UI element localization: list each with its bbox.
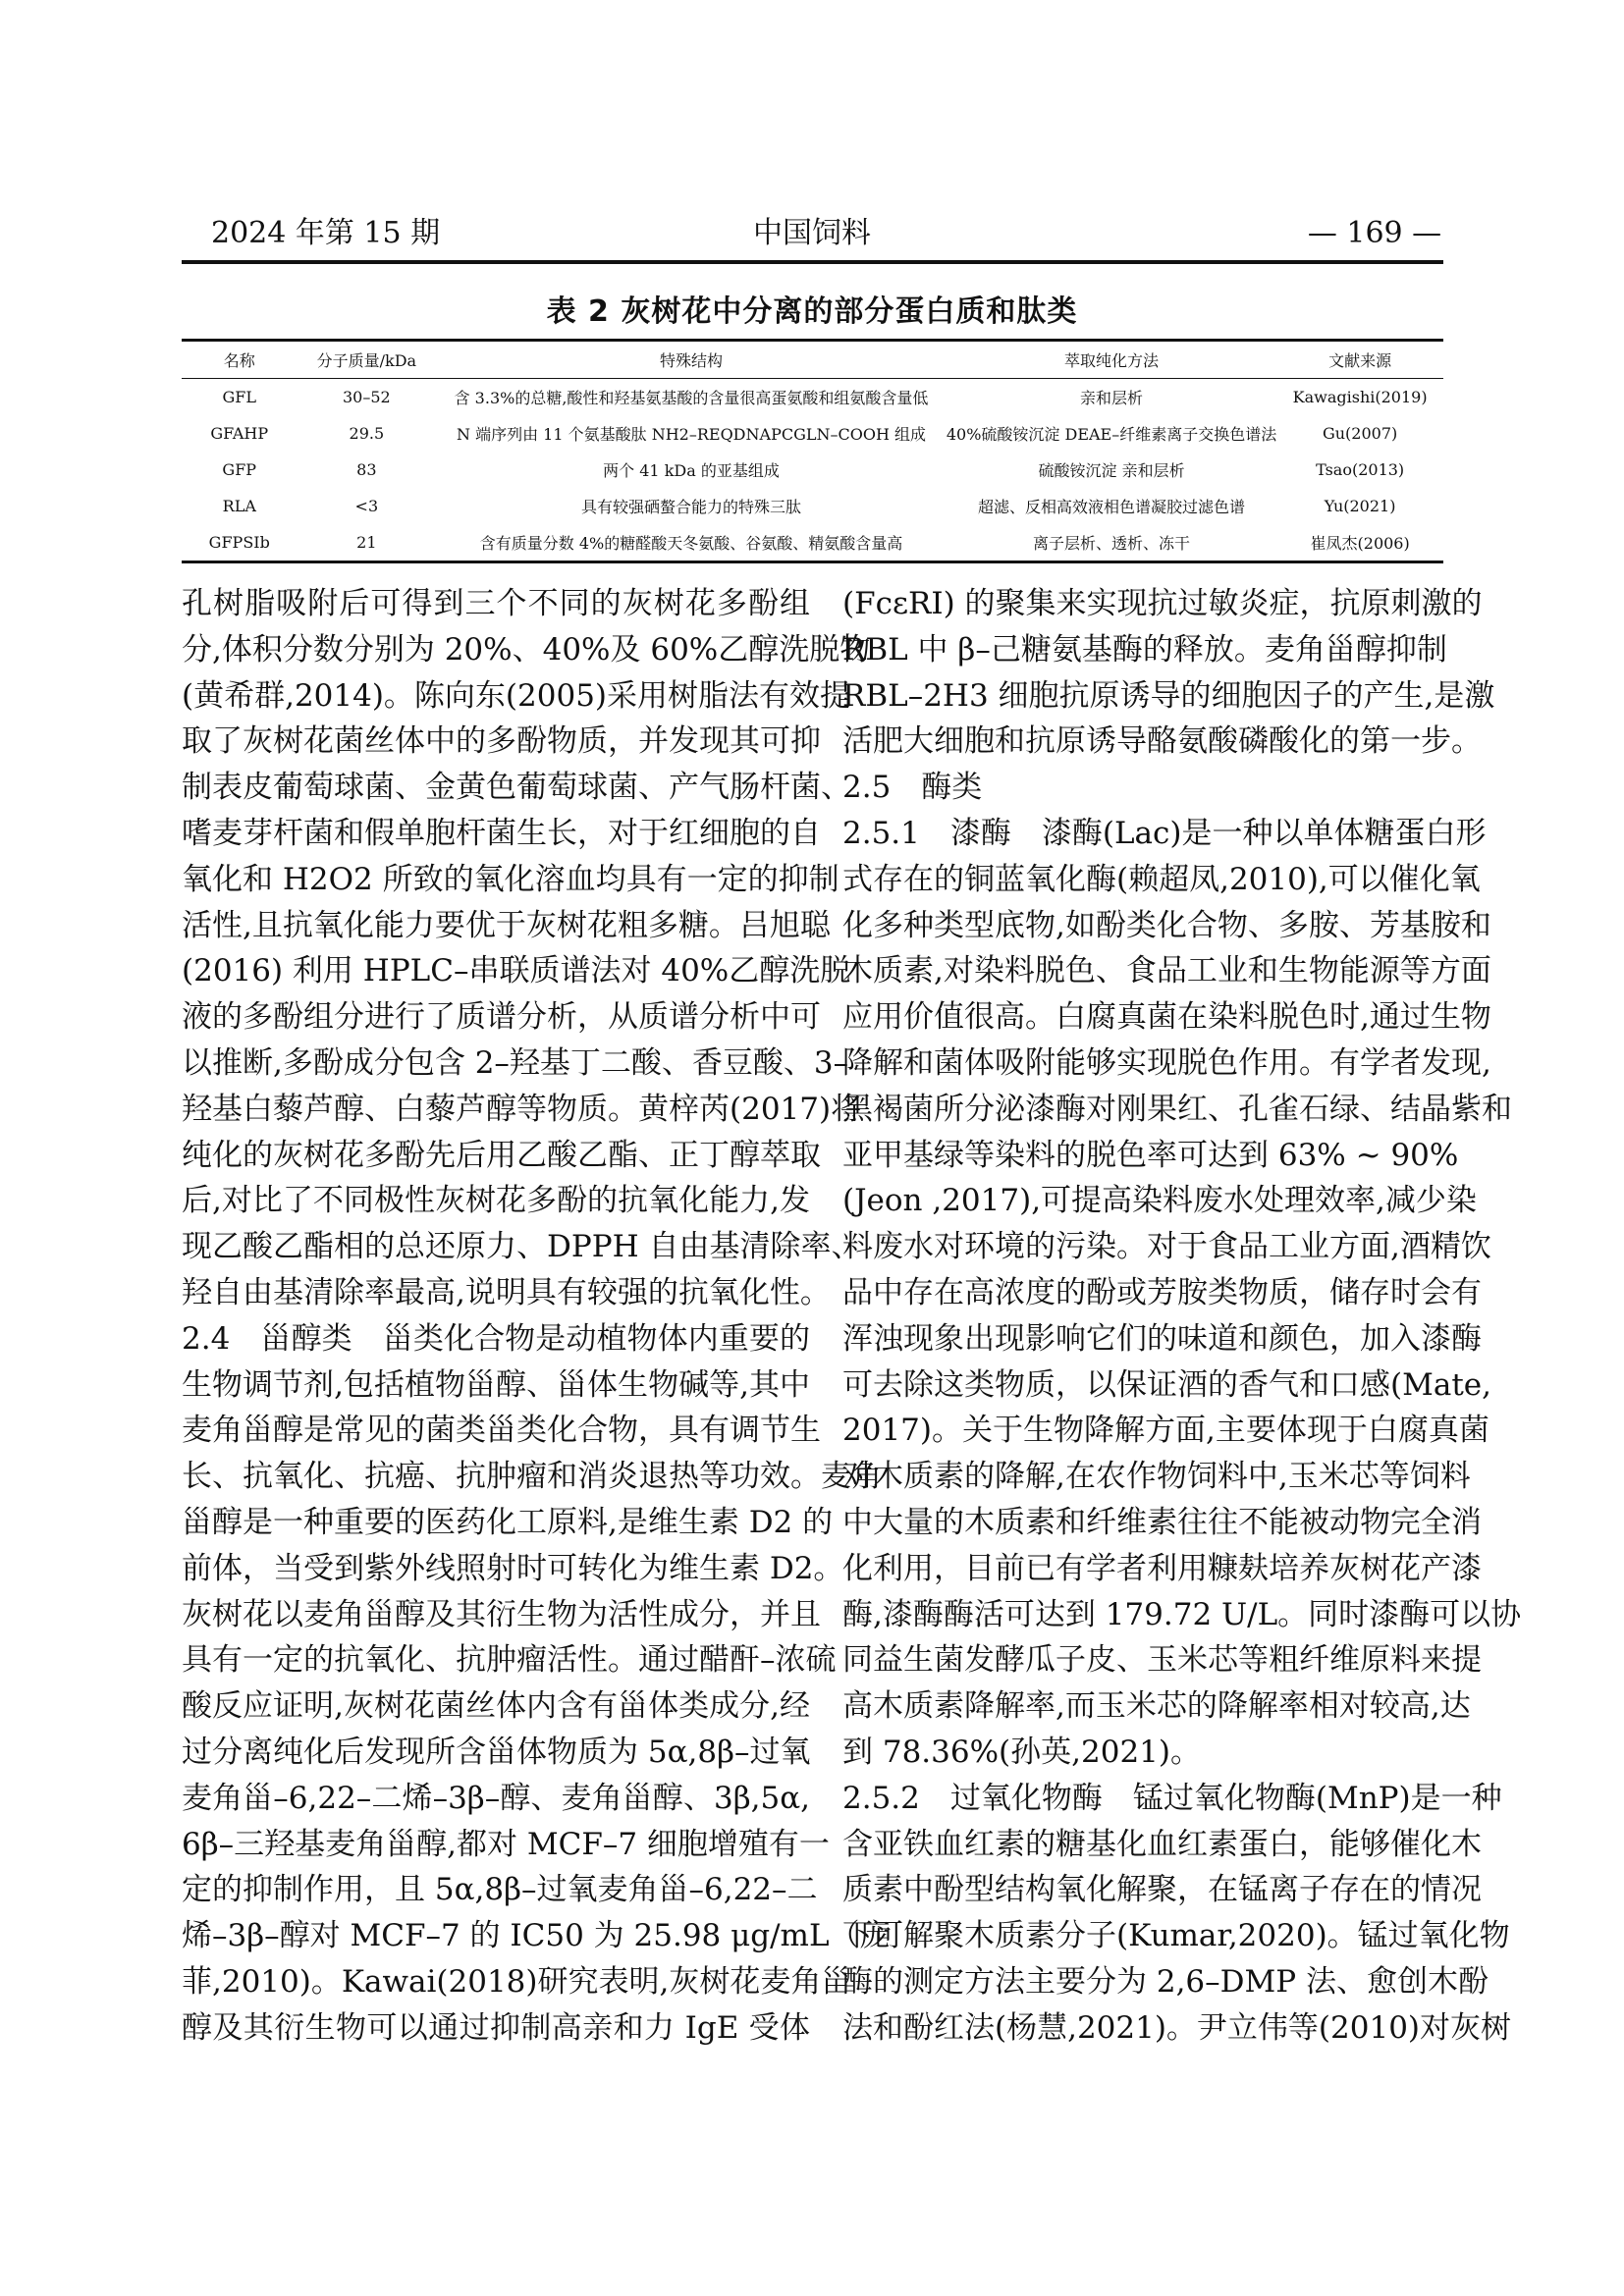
text-line: 下可解聚木质素分子(Kumar,2020)。锰过氧化物 [842, 1918, 1510, 1954]
text-line: 酶的测定方法主要分为 2,6–DMP 法、愈创木酚 [842, 1963, 1489, 2000]
cell-reference: Gu(2007) [1322, 424, 1398, 443]
text-line: 6β–三羟基麦角甾醇,都对 MCF–7 细胞增殖有一 [182, 1826, 830, 1862]
text-line: 以推断,多酚成分包含 2–羟基丁二酸、香豆酸、3– [182, 1044, 849, 1081]
cell-name: GFP [222, 460, 257, 479]
cell-reference: Tsao(2013) [1316, 460, 1405, 479]
text-line: 羟自由基清除率最高,说明具有较强的抗氧化性。 [182, 1274, 831, 1310]
cell-mass: <3 [354, 497, 379, 515]
text-line: 到 78.36%(孙英,2021)。 [842, 1734, 1201, 1770]
text-line: 孔树脂吸附后可得到三个不同的灰树花多酚组 [182, 586, 810, 621]
text-line: 高木质素降解率,而玉米芯的降解率相对较高,达 [842, 1688, 1471, 1725]
text-line: 生物调节剂,包括植物甾醇、甾体生物碱等,其中 [182, 1366, 810, 1403]
cell-method: 离子层析、透析、冻干 [1033, 534, 1191, 553]
text-line: (黄希群,2014)。陈向东(2005)采用树脂法有效提 [182, 677, 851, 714]
text-line: 降解和菌体吸附能够实现脱色作用。有学者发现, [842, 1044, 1491, 1081]
text-line: 灰树花以麦角甾醇及其衍生物为活性成分，并且 [182, 1596, 821, 1632]
text-line: 长、抗氧化、抗癌、抗肿瘤和消炎退热等功效。麦角 [182, 1459, 882, 1495]
cell-structure: N 端序列由 11 个氨基酸肽 NH2–REQDNAPCGLN–COOH 组成 [457, 425, 926, 444]
text-line: 2.5.2 过氧化物酶 锰过氧化物酶(MnP)是一种 [842, 1780, 1502, 1816]
text-line: 活肥大细胞和抗原诱导酪氨酸磷酸化的第一步。 [842, 723, 1482, 760]
text-line: 含亚铁血红素的糖基化血红素蛋白，能够催化木 [842, 1826, 1482, 1862]
table-header-row [182, 341, 1443, 379]
table-row [182, 379, 1443, 416]
cell-mass: 30–52 [342, 388, 391, 406]
table-row [182, 524, 1443, 562]
text-line: 现乙酸乙酯相的总还原力、DPPH 自由基清除率、 [182, 1229, 862, 1265]
text-line: 对木质素的降解,在农作物饲料中,玉米芯等饲料 [842, 1459, 1471, 1495]
text-line: 品中存在高浓度的酚或芳胺类物质，储存时会有 [842, 1274, 1482, 1310]
col-header-mass: 分子质量/kDa [316, 351, 417, 370]
text-line: 黑褐菌所分泌漆酶对刚果红、孔雀石绿、结晶紫和 [842, 1091, 1512, 1127]
text-line: 化多种类型底物,如酚类化合物、多胺、芳基胺和 [842, 907, 1491, 943]
text-line: 酶,漆酶酶活可达到 179.72 U/L。同时漆酶可以协 [842, 1596, 1522, 1632]
text-line: 可去除这类物质，以保证酒的香气和口感(Mate, [842, 1366, 1491, 1403]
col-header-structure: 特殊结构 [660, 351, 724, 370]
cell-mass: 21 [356, 533, 377, 552]
cell-method: 超滤、反相高效液相色谱凝胶过滤色谱 [978, 498, 1246, 516]
text-line: 活性,且抗氧化能力要优于灰树花粗多糖。吕旭聪 [182, 907, 831, 943]
col-header-name: 名称 [223, 351, 255, 370]
text-line: 甾醇是一种重要的医药化工原料,是维生素 D2 的 [182, 1504, 834, 1540]
cell-structure: 含 3.3%的总糖,酸性和羟基氨基酸的含量很高蛋氨酸和组氨酸含量低 [454, 389, 929, 407]
cell-name: GFAHP [210, 424, 269, 443]
text-line: 烯–3β–醇对 MCF–7 的 IC50 为 25.98 μg/mL（庞 [182, 1918, 891, 1954]
text-line: 亚甲基绿等染料的脱色率可达到 63% ~ 90% [842, 1137, 1459, 1173]
cell-method: 亲和层析 [1080, 389, 1144, 407]
cell-method: 40%硫酸铵沉淀 DEAE–纤维素离子交换色谱法 [946, 425, 1277, 444]
cell-name: GFPSIb [208, 533, 270, 552]
text-line: 嗜麦芽杆菌和假单胞杆菌生长，对于红细胞的自 [182, 815, 821, 851]
text-line: 菲,2010)。Kawai(2018)研究表明,灰树花麦角甾 [182, 1963, 852, 2000]
cell-reference: 崔凤杰(2006) [1310, 534, 1410, 553]
text-line: 制表皮葡萄球菌、金黄色葡萄球菌、产气肠杆菌、 [182, 770, 851, 806]
text-line: 2017)。关于生物降解方面,主要体现于白腐真菌 [842, 1413, 1489, 1449]
text-line: (2016) 利用 HPLC–串联质谱法对 40%乙醇洗脱 [182, 953, 851, 989]
text-line: 过分离纯化后发现所含甾体物质为 5α,8β–过氧 [182, 1734, 811, 1770]
body-column-left [182, 581, 891, 2052]
text-line: 氧化和 H2O2 所致的氧化溶血均具有一定的抑制 [182, 861, 839, 897]
text-line: 液的多酚组分进行了质谱分析，从质谱分析中可 [182, 999, 821, 1036]
page-number: — 169 — [1307, 216, 1442, 250]
body-column-right [842, 581, 1522, 2052]
text-line: 质素中酚型结构氧化解聚，在锰离子存在的情况 [842, 1872, 1482, 1908]
text-line: 分,体积分数分别为 20%、40%及 60%乙醇洗脱物 [182, 631, 871, 667]
text-line: 浑浊现象出现影响它们的味道和颜色，加入漆酶 [842, 1320, 1482, 1357]
text-line: RBL 中 β–己糖氨基酶的释放。麦角甾醇抑制 [842, 631, 1447, 667]
col-header-method: 萃取纯化方法 [1064, 351, 1160, 370]
cell-name: GFL [222, 388, 257, 406]
text-line: 木质素,对染料脱色、食品工业和生物能源等方面 [842, 953, 1491, 989]
cell-structure: 含有质量分数 4%的糖醛酸天冬氨酸、谷氨酸、精氨酸含量高 [479, 534, 903, 553]
text-line: 羟基白藜芦醇、白藜芦醇等物质。黄梓芮(2017)将 [182, 1091, 862, 1127]
cell-structure: 具有较强硒螯合能力的特殊三肽 [581, 498, 802, 516]
text-line: 定的抑制作用，且 5α,8β–过氧麦角甾–6,22–二 [182, 1872, 818, 1908]
text-line: 具有一定的抗氧化、抗肿瘤活性。通过醋酐–浓硫 [182, 1642, 837, 1679]
table-row [182, 415, 1443, 452]
col-header-reference: 文献来源 [1328, 351, 1392, 370]
text-line: 化利用，目前已有学者利用糠麸培养灰树花产漆 [842, 1550, 1482, 1586]
cell-mass: 83 [356, 460, 377, 479]
text-line: 醇及其衍生物可以通过抑制高亲和力 IgE 受体 [182, 2009, 810, 2046]
cell-mass: 29.5 [349, 424, 385, 443]
table-title: 表 2 灰树花中分离的部分蛋白质和肽类 [546, 294, 1078, 329]
table-row [182, 452, 1443, 488]
text-line: 酸反应证明,灰树花菌丝体内含有甾体类成分,经 [182, 1688, 810, 1725]
text-line: 中大量的木质素和纤维素往往不能被动物完全消 [842, 1504, 1482, 1540]
text-line: 麦角甾–6,22–二烯–3β–醇、麦角甾醇、3β,5α, [182, 1780, 810, 1816]
protein-peptide-table [182, 339, 1443, 563]
text-line: 法和酚红法(杨慧,2021)。尹立伟等(2010)对灰树 [842, 2009, 1512, 2046]
text-line: 式存在的铜蓝氧化酶(赖超凤,2010),可以催化氧 [842, 861, 1481, 897]
header-rule [182, 260, 1443, 264]
text-line: 同益生菌发酵瓜子皮、玉米芯等粗纤维原料来提 [842, 1642, 1482, 1679]
text-line: 2.5 酶类 [842, 770, 983, 806]
text-line: 2.5.1 漆酶 漆酶(Lac)是一种以单体糖蛋白形 [842, 815, 1487, 851]
text-line: (Jeon ,2017),可提高染料废水处理效率,减少染 [842, 1183, 1477, 1219]
text-line: (FcεRI) 的聚集来实现抗过敏炎症，抗原刺激的 [842, 586, 1483, 621]
cell-reference: Kawagishi(2019) [1292, 388, 1428, 406]
cell-method: 硫酸铵沉淀 亲和层析 [1038, 461, 1185, 480]
text-line: 纯化的灰树花多酚先后用乙酸乙酯、正丁醇萃取 [182, 1137, 821, 1173]
text-line: 应用价值很高。白腐真菌在染料脱色时,通过生物 [842, 999, 1491, 1036]
text-line: 取了灰树花菌丝体中的多酚物质，并发现其可抑 [182, 723, 821, 760]
issue-label: 2024 年第 15 期 [211, 216, 441, 250]
cell-structure: 两个 41 kDa 的亚基组成 [603, 461, 780, 480]
text-line: 麦角甾醇是常见的菌类甾类化合物，具有调节生 [182, 1413, 821, 1449]
text-line: 前体，当受到紫外线照射时可转化为维生素 D2。 [182, 1550, 844, 1586]
cell-name: RLA [222, 497, 256, 515]
table-row [182, 488, 1443, 524]
text-line: RBL–2H3 细胞抗原诱导的细胞因子的产生,是激 [842, 677, 1495, 714]
text-line: 2.4 甾醇类 甾类化合物是动植物体内重要的 [182, 1320, 810, 1357]
text-line: 料废水对环境的污染。对于食品工业方面,酒精饮 [842, 1229, 1491, 1265]
journal-name: 中国饲料 [753, 216, 871, 250]
cell-reference: Yu(2021) [1324, 497, 1396, 515]
text-line: 后,对比了不同极性灰树花多酚的抗氧化能力,发 [182, 1183, 810, 1219]
